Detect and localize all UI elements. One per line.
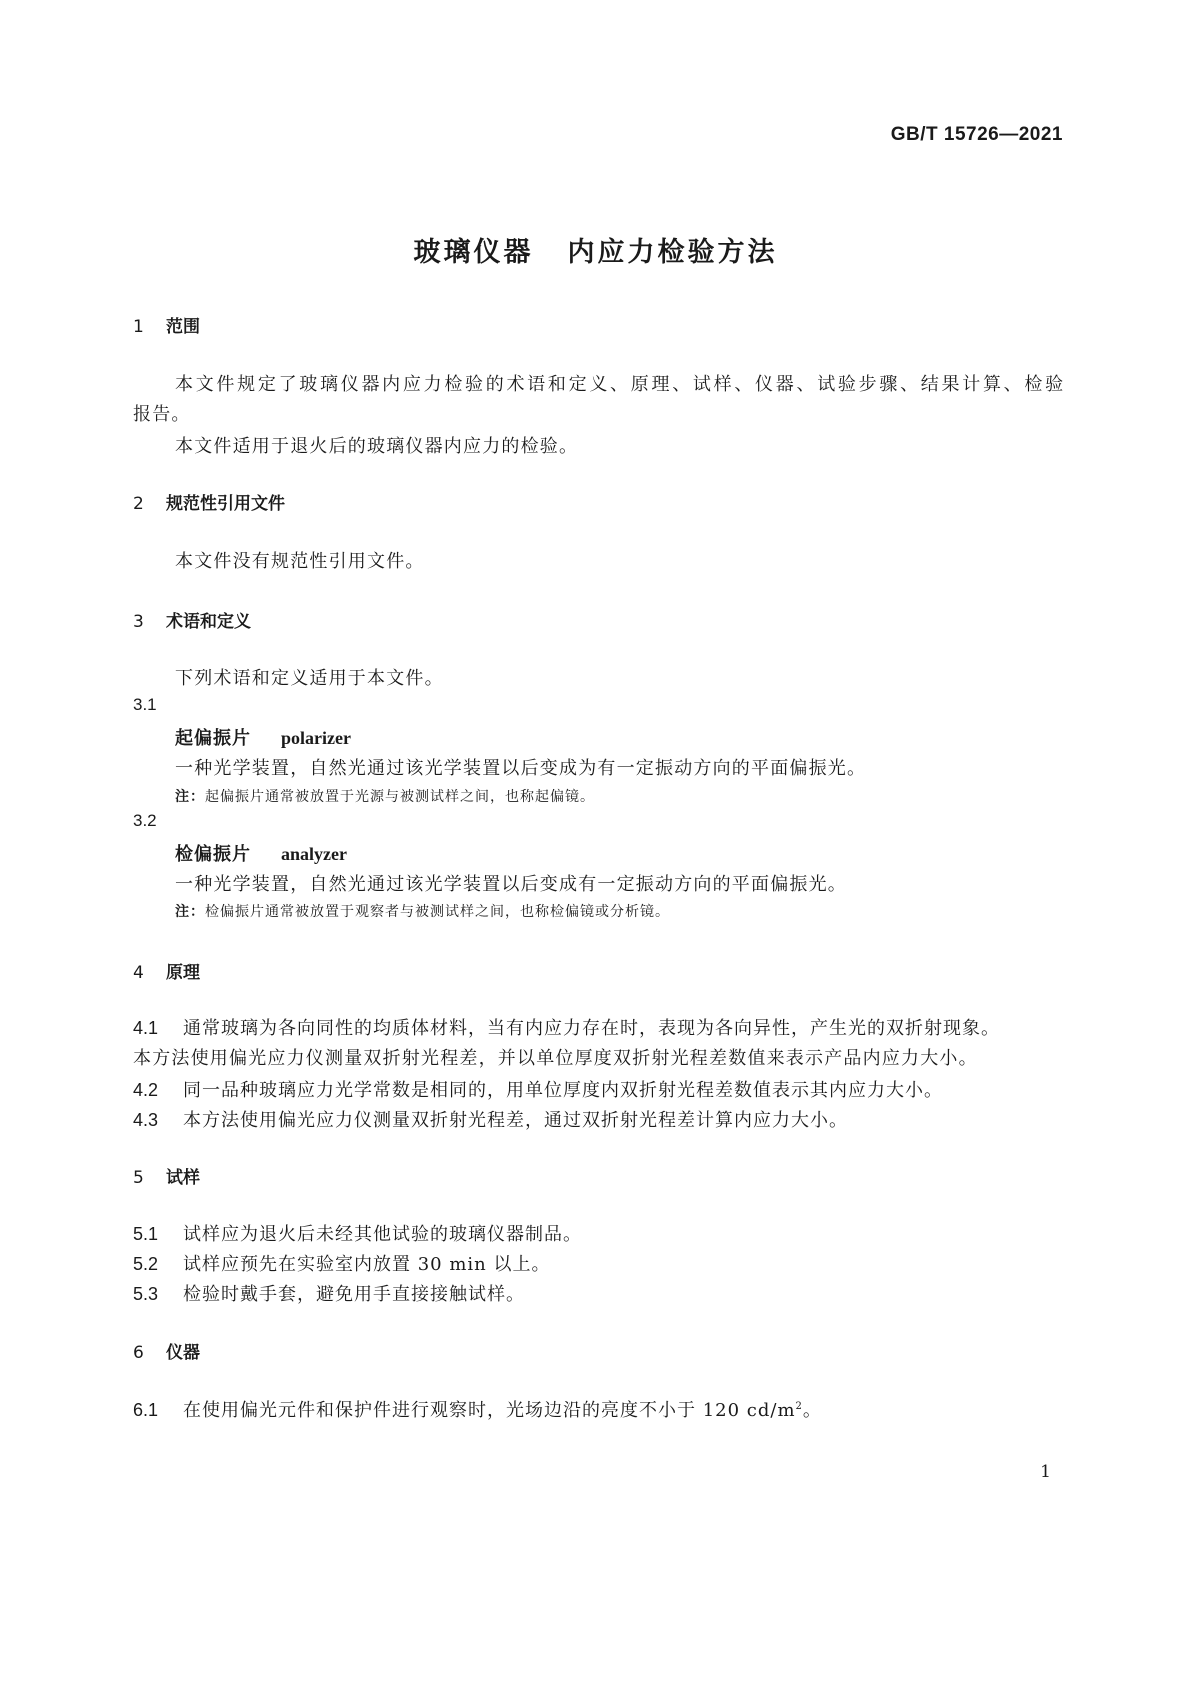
clause-6-1	[133, 1396, 822, 1422]
superscript: 2	[795, 1401, 803, 1412]
term-3-1-number: 3.1	[133, 695, 157, 714]
clause-4-1-line2: 本方法使用偏光应力仪测量双折射光程差，并以单位厚度双折射光程差数值来表示产品内应力大小。	[133, 1048, 978, 1069]
scope-paragraph-line2: 报告。	[133, 404, 191, 425]
section-title: 术语和定义	[166, 612, 251, 632]
term-3-2-number: 3.2	[133, 811, 157, 830]
note-label: 注：	[175, 904, 205, 920]
clause-number: 4.3	[133, 1110, 159, 1130]
section-3-heading	[133, 607, 251, 632]
clause-number: 5.2	[133, 1254, 159, 1274]
clause-number: 5.1	[133, 1224, 159, 1244]
section-number: 3	[133, 612, 144, 632]
scope-paragraph-line1: 本文件规定了玻璃仪器内应力检验的术语和定义、原理、试样、仪器、试验步骤、结果计算、检验	[175, 374, 1064, 395]
scope-applicability: 本文件适用于退火后的玻璃仪器内应力的检验。	[175, 436, 579, 457]
document-title	[0, 230, 1191, 269]
terms-intro: 下列术语和定义适用于本文件。	[175, 668, 444, 689]
section-2-heading	[133, 489, 285, 514]
section-title: 范围	[166, 317, 200, 337]
section-5-heading	[133, 1163, 200, 1188]
title-part1: 玻璃仪器	[413, 237, 534, 268]
term-3-1-definition: 一种光学装置，自然光通过该光学装置以后变成为有一定振动方向的平面偏振光。	[175, 758, 867, 779]
section-title: 规范性引用文件	[166, 494, 285, 514]
clause-text: 本方法使用偏光应力仪测量双折射光程差，通过双折射光程差计算内应力大小。	[183, 1110, 848, 1131]
clause-number: 4.1	[133, 1018, 159, 1038]
clause-text: 在使用偏光元件和保护件进行观察时，光场边沿的亮度不小于 120 cd/m	[183, 1400, 796, 1421]
standard-number: GB/T 15726—2021	[890, 124, 1063, 145]
section-title: 试样	[166, 1168, 200, 1188]
title-part2: 内应力检验方法	[567, 237, 778, 268]
clause-text: 同一品种玻璃应力光学常数是相同的，用单位厚度内双折射光程差数值表示其内应力大小。	[183, 1080, 943, 1101]
term-3-2-definition: 一种光学装置，自然光通过该光学装置以后变成有一定振动方向的平面偏振光。	[175, 874, 847, 895]
section-4-heading	[133, 958, 200, 983]
section-number: 2	[133, 494, 144, 514]
clause-number: 4.2	[133, 1080, 159, 1100]
term-zh: 起偏振片	[175, 728, 251, 749]
section-title: 原理	[166, 963, 200, 983]
clause-end: 。	[802, 1400, 822, 1421]
term-3-1	[175, 724, 351, 750]
term-3-2-note	[175, 901, 670, 921]
clause-4-1-line1	[133, 1014, 1000, 1040]
clause-text: 试样应预先在实验室内放置 30 min 以上。	[183, 1254, 551, 1275]
clause-text: 通常玻璃为各向同性的均质体材料，当有内应力存在时，表现为各向异性，产生光的双折射现象。	[183, 1018, 1000, 1039]
clause-5-3	[133, 1280, 525, 1306]
clause-5-1	[133, 1220, 582, 1246]
note-text: 起偏振片通常被放置于光源与被测试样之间，也称起偏镜。	[205, 789, 595, 805]
section-number: 6	[133, 1343, 144, 1363]
section-1-heading	[133, 312, 200, 337]
clause-text: 试样应为退火后未经其他试验的玻璃仪器制品。	[183, 1224, 582, 1245]
term-3-1-note	[175, 786, 595, 806]
section-number: 4	[133, 963, 144, 983]
clause-4-3	[133, 1106, 848, 1132]
clause-5-2	[133, 1250, 551, 1276]
section-title: 仪器	[166, 1343, 200, 1363]
clause-4-2	[133, 1076, 943, 1102]
note-text: 检偏振片通常被放置于观察者与被测试样之间，也称检偏镜或分析镜。	[205, 904, 670, 920]
term-en: polarizer	[281, 728, 351, 748]
term-en: analyzer	[281, 844, 347, 864]
note-label: 注：	[175, 789, 205, 805]
section-6-heading	[133, 1338, 200, 1363]
normative-refs-paragraph: 本文件没有规范性引用文件。	[175, 551, 425, 572]
clause-number: 6.1	[133, 1400, 159, 1420]
clause-number: 5.3	[133, 1284, 159, 1304]
clause-text: 检验时戴手套，避免用手直接接触试样。	[183, 1284, 525, 1305]
section-number: 1	[133, 317, 144, 337]
section-number: 5	[133, 1168, 144, 1188]
term-3-2	[175, 840, 347, 866]
term-zh: 检偏振片	[175, 844, 251, 865]
page-number: 1	[1040, 1462, 1051, 1482]
